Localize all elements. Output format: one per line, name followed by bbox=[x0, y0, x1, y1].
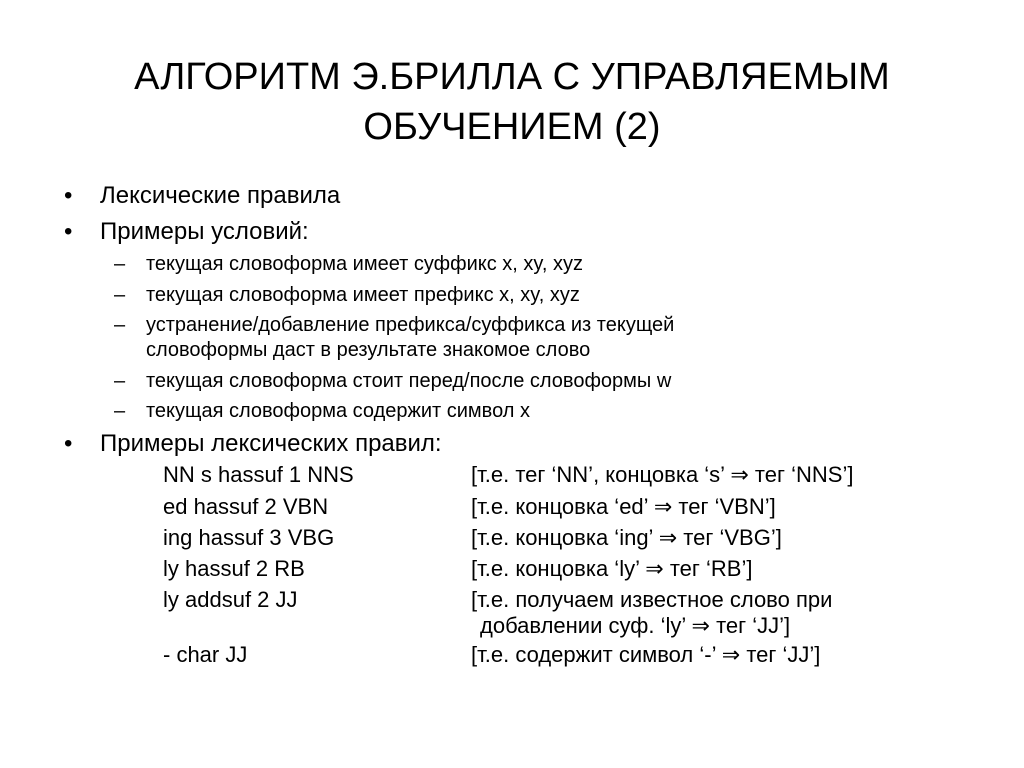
rule-code: ly addsuf 2 JJ bbox=[163, 587, 298, 612]
bullet-dot-icon: • bbox=[64, 218, 73, 245]
condition-text: текущая словоформа имеет суффикс x, xy, xyz bbox=[146, 253, 584, 275]
rule-explanation: [т.е. содержит символ ‘-’ ⇒ тег ‘JJ’] bbox=[471, 642, 821, 667]
condition-text-line-1: устранение/добавление префикса/суффикса из текущей bbox=[146, 314, 675, 336]
bullet-text: Лексические правила bbox=[100, 182, 341, 209]
condition-text: текущая словоформа содержит символ x bbox=[146, 400, 530, 422]
dash-icon: – bbox=[114, 253, 126, 275]
bullet-text: Примеры лексических правил: bbox=[100, 430, 442, 457]
dash-icon: – bbox=[114, 370, 126, 392]
slide-title bbox=[60, 52, 964, 152]
bullet-dot-icon: • bbox=[64, 182, 73, 209]
bullet-dot-icon: • bbox=[64, 430, 73, 457]
slide-title-line-2: ОБУЧЕНИЕМ (2) bbox=[363, 106, 661, 148]
rule-explanation: [т.е. концовка ‘ly’ ⇒ тег ‘RB’] bbox=[471, 556, 753, 581]
rule-explanation: [т.е. тег ‘NN’, концовка ‘s’ ⇒ тег ‘NNS’] bbox=[471, 462, 854, 487]
rule-code: ly hassuf 2 RB bbox=[163, 556, 305, 581]
condition-text: текущая словоформа стоит перед/после словоформы w bbox=[146, 370, 672, 392]
condition-text-line-2: словоформы даст в результате знакомое слово bbox=[146, 339, 591, 361]
rule-explanation: [т.е. концовка ‘ing’ ⇒ тег ‘VBG’] bbox=[471, 525, 782, 550]
dash-icon: – bbox=[114, 314, 126, 336]
rule-explanation bbox=[471, 587, 832, 639]
rule-code: - char JJ bbox=[163, 642, 248, 667]
dash-icon: – bbox=[114, 284, 126, 306]
rule-code: NN s hassuf 1 NNS bbox=[163, 462, 354, 487]
bullet-text: Примеры условий: bbox=[100, 218, 309, 245]
rule-explanation: [т.е. концовка ‘ed’ ⇒ тег ‘VBN’] bbox=[471, 494, 776, 519]
dash-icon: – bbox=[114, 400, 126, 422]
rule-explanation-line-2: добавлении суф. ‘ly’ ⇒ тег ‘JJ’] bbox=[480, 613, 791, 638]
condition-text: текущая словоформа имеет префикс x, xy, xyz bbox=[146, 284, 580, 306]
rule-explanation-line-1: [т.е. получаем известное слово при bbox=[471, 587, 833, 612]
slide-title-line-1: АЛГОРИТМ Э.БРИЛЛА С УПРАВЛЯЕМЫМ bbox=[134, 56, 890, 98]
rule-code: ed hassuf 2 VBN bbox=[163, 494, 329, 519]
rule-code: ing hassuf 3 VBG bbox=[163, 525, 335, 550]
